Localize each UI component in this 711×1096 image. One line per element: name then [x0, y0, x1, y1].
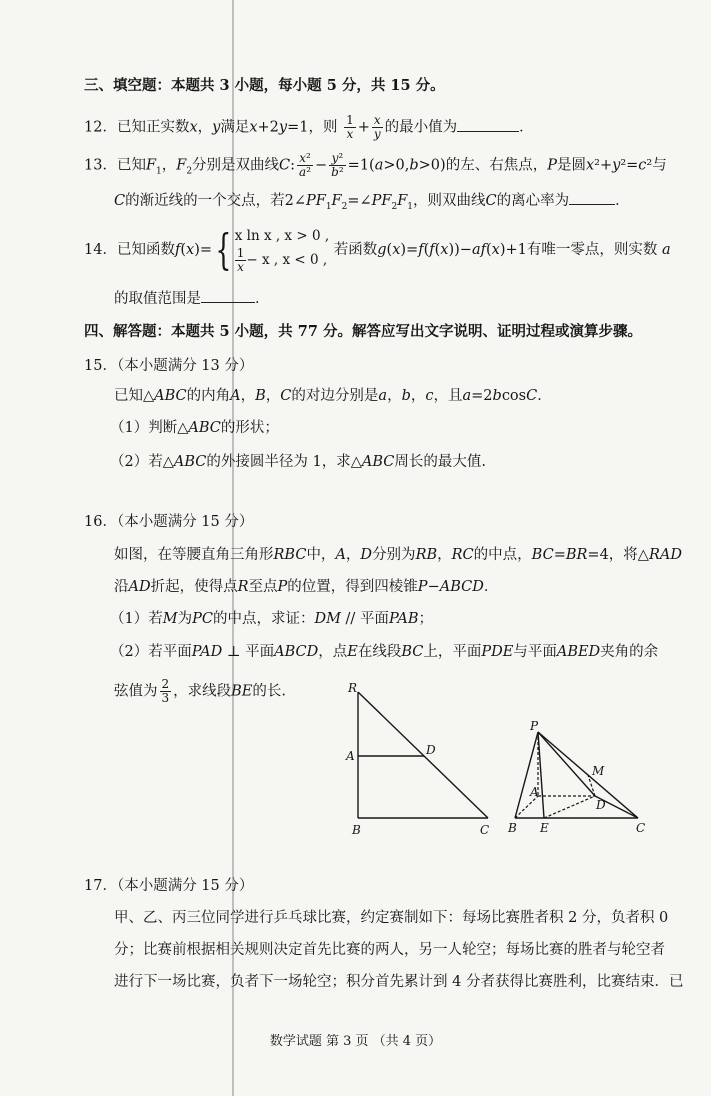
- question-16-part-2: （2）若平面PAD ⊥ 平面ABCD，点E在线段BC上，平面PDE与平面ABED夹角的余: [110, 644, 659, 660]
- question-16-part-1: （1）若M为PC的中点，求证：DM // 平面PAB；: [110, 611, 433, 627]
- question-15-part-2: （2）若△ABC的外接圆半径为 1，求△ABC周长的最大值.: [110, 454, 486, 470]
- question-14-line-1: 14．已知函数f(x)={ x ln x , x > 0 , $\frac{1}{x}$ − x , x < 0 , 若函数g(x)=f(f(x))−af(x)+1有唯一零点，则实数 a: [84, 225, 671, 274]
- figure-pyramid-p-abcd: [500, 718, 660, 840]
- label-A: A: [530, 785, 539, 799]
- figure-triangle-rbc: [340, 680, 510, 840]
- question-17-line-2: 分；比赛前根据相关规则决定首先比赛的两人，另一人轮空；每场比赛的胜者与轮空者: [114, 942, 665, 958]
- question-16-header: 16．（本小题满分 15 分）: [84, 514, 254, 530]
- label-D: D: [596, 798, 606, 812]
- question-13-line-2: C的渐近线的一个交点，若$2\angle PF_1F_2=\angle PF_2F_1$，则双曲线C的离心率为 ．: [114, 190, 630, 217]
- question-15-part-1: （1）判断△ABC的形状；: [110, 420, 279, 436]
- section-4-title: 四、解答题：本题共 5 小题，共 77 分。解答应写出文字说明、证明过程或演算步骤。: [84, 323, 642, 340]
- label-B: B: [508, 821, 517, 835]
- page-footer: 数学试题 第 3 页 （共 4 页）: [269, 1034, 442, 1049]
- question-15-stem: 已知△ABC的内角A，B，C的对边分别是a，b，c，且a=2bcosC．: [114, 388, 552, 404]
- question-16-part-2-cont: 弦值为 $\frac{2}{3}$ ，求线段BE的长.: [114, 677, 286, 705]
- question-14-line-2: 的取值范围是 ．: [114, 288, 270, 309]
- question-17-line-3: 进行下一场比赛，负者下一场轮空；积分首先累计到 4 分者获得比赛胜利，比赛结束．已: [114, 974, 684, 990]
- question-16-stem-line-1: 如图，在等腰直角三角形RBC中，A，D分别为RB，RC的中点，BC=BR=4，将△RAD: [114, 547, 682, 563]
- question-13-line-1: 13．已知$F_1$，$F_2$分别是双曲线C: $\frac{\text{x²}}{\text{a²}}$ − $\frac{\text{y²}}{\text{b²}}$ =1(a>0,b>0)的左、右焦点，P是圆x²+y²=c²与: [84, 151, 667, 179]
- label-E: E: [540, 821, 549, 835]
- label-B: B: [352, 823, 361, 837]
- label-R: R: [348, 681, 358, 695]
- label-D: D: [426, 743, 436, 757]
- label-C: C: [480, 823, 490, 837]
- label-M: M: [592, 764, 605, 778]
- label-C: C: [636, 821, 646, 835]
- question-12: 12．已知正实数x，y满足x+2y=1，则 $\frac{1}{x}$ + $\frac{x}{y}$ 的最小值为 ．: [84, 113, 534, 141]
- question-16-stem-line-2: 沿AD折起，使得点R至点P的位置，得到四棱锥P−ABCD．: [114, 579, 499, 595]
- label-A: A: [346, 749, 355, 763]
- question-17-header: 17．（本小题满分 15 分）: [84, 878, 254, 894]
- section-3-title: 三、填空题：本题共 3 小题，每小题 5 分，共 15 分。: [84, 77, 445, 94]
- label-P: P: [530, 719, 539, 733]
- question-17-line-1: 甲、乙、丙三位同学进行乒乓球比赛，约定赛制如下：每场比赛胜者积 2 分，负者积 0: [114, 910, 669, 926]
- question-15-header: 15．（本小题满分 13 分）: [84, 358, 254, 374]
